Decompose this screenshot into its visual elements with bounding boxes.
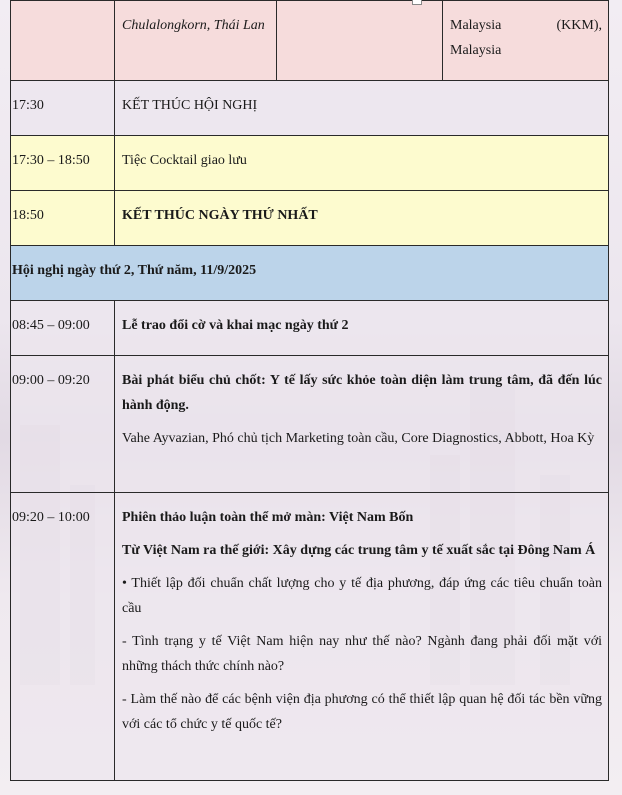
institution-cell: Malaysia (KKM), Malaysia — [450, 18, 602, 58]
time-cell: 18:50 — [12, 208, 44, 223]
table-row — [11, 301, 609, 356]
time-cell: 09:20 – 10:00 — [12, 510, 90, 525]
table-row — [11, 81, 609, 136]
institution-cell: Chulalongkorn, Thái Lan — [122, 18, 265, 33]
table-row — [11, 136, 609, 191]
table-row — [11, 246, 609, 301]
table-row — [11, 191, 609, 246]
session-title: Bài phát biểu chủ chốt: Y tế lấy sức khỏe toàn diện làm trung tâm, đã đến lúc hành động. — [122, 373, 602, 413]
table-row — [11, 356, 609, 493]
table-row — [11, 493, 609, 781]
speaker-info: Vahe Ayvazian, Phó chủ tịch Marketing toàn cầu, Core Diagnostics, Abbott, Hoa Kỳ — [122, 431, 595, 446]
table-row — [11, 1, 609, 81]
session-title: Phiên thảo luận toàn thể mở màn: Việt Nam Bốn — [122, 510, 414, 525]
discussion-question: - Làm thế nào để các bệnh viện địa phương có thể thiết lập quan hệ đối tác bền vững với các tổ chức y tế quốc tế? — [122, 692, 602, 732]
time-cell: 09:00 – 09:20 — [12, 373, 90, 388]
agenda-item: KẾT THÚC NGÀY THỨ NHẤT — [122, 208, 318, 223]
agenda-item: KẾT THÚC HỘI NGHỊ — [122, 98, 258, 113]
agenda-item: Tiệc Cocktail giao lưu — [122, 153, 247, 168]
page-marker — [412, 0, 422, 5]
time-cell: 17:30 – 18:50 — [12, 153, 90, 168]
session-subtitle: Từ Việt Nam ra thế giới: Xây dựng các trung tâm y tế xuất sắc tại Đông Nam Á — [122, 543, 596, 558]
time-cell: 08:45 – 09:00 — [12, 318, 90, 333]
agenda-table — [10, 0, 609, 781]
agenda-sheet — [10, 0, 608, 781]
time-cell: 17:30 — [12, 98, 44, 113]
day-header: Hội nghị ngày thứ 2, Thứ năm, 11/9/2025 — [12, 263, 257, 278]
discussion-question: - Tình trạng y tế Việt Nam hiện nay như thế nào? Ngành đang phải đối mặt với những thách thức chính nào? — [122, 634, 602, 674]
session-title: Lễ trao đổi cờ và khai mạc ngày thứ 2 — [122, 318, 349, 333]
session-bullet: • Thiết lập đối chuẩn chất lượng cho y tế địa phương, đáp ứng các tiêu chuẩn toàn cầu — [122, 576, 602, 616]
